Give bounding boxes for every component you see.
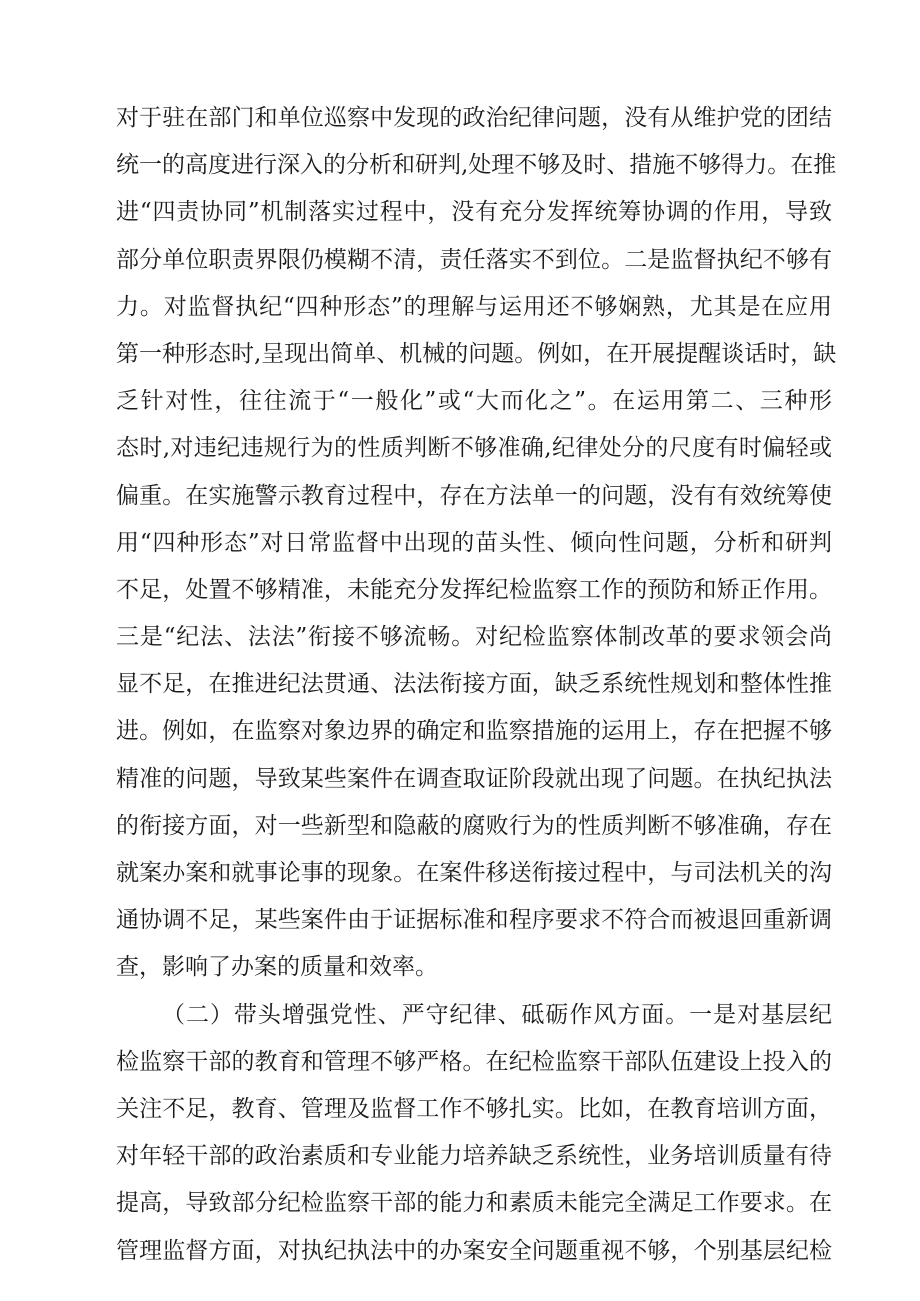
text-line: 检监察干部的教育和管理不够严格。在纪检监察干部队伍建设上投入的 xyxy=(116,1048,832,1075)
text-line: 统一的高度进行深入的分析和研判,处理不够及时、措施不够得力。在推 xyxy=(116,152,837,179)
text-line: 的衔接方面，对一些新型和隐蔽的腐败行为的性质判断不够准确，存在 xyxy=(116,812,832,839)
text-line: 用“四种形态”对日常监督中出现的苗头性、倾向性问题，分析和研判 xyxy=(116,529,832,556)
text-line: 对于驻在部门和单位巡察中发现的政治纪律问题，没有从维护党的团结 xyxy=(116,105,832,131)
text-line: 提高，导致部分纪检监察干部的能力和素质未能完全满足工作要求。在 xyxy=(116,1190,832,1217)
text-line: 第一种形态时,呈现出简单、机械的问题。例如，在开展提醒谈话时，缺 xyxy=(116,340,837,367)
text-line: 不足，处置不够精准，未能充分发挥纪检监察工作的预防和矫正作用。 xyxy=(116,576,832,603)
text-line: 进“四责协同”机制落实过程中，没有充分发挥统筹协调的作用，导致 xyxy=(116,199,832,226)
text-line: 就案办案和就事论事的现象。在案件移送衔接过程中，与司法机关的沟 xyxy=(116,860,832,886)
paragraph-1 xyxy=(116,95,837,992)
text-line: 精准的问题，导致某些案件在调查取证阶段就出现了问题。在执纪执法 xyxy=(116,765,832,792)
text-line: 部分单位职责界限仍模糊不清，责任落实不到位。二是监督执纪不够有 xyxy=(116,246,832,273)
text-line: 进。例如，在监察对象边界的确定和监察措施的运用上，存在把握不够 xyxy=(116,718,832,745)
text-line: （二）带头增强党性、严守纪律、砥砺作风方面。一是对基层纪 xyxy=(162,1001,832,1028)
text-line: 通协调不足，某些案件由于证据标准和程序要求不符合而被退回重新调 xyxy=(116,907,832,934)
text-line: 乏针对性，往往流于“一般化”或“大而化之”。在运用第二、三种形 xyxy=(116,388,832,415)
text-line: 偏重。在实施警示教育过程中，存在方法单一的问题，没有有效统筹使 xyxy=(116,482,832,509)
text-line: 力。对监督执纪“四种形态”的理解与运用还不够娴熟，尤其是在应用 xyxy=(116,293,832,320)
paragraph-2 xyxy=(116,992,832,1275)
document-page xyxy=(116,95,837,1275)
text-line: 态时,对违纪违规行为的性质判断不够准确,纪律处分的尺度有时偏轻或 xyxy=(116,435,832,462)
text-line: 显不足，在推进纪法贯通、法法衔接方面，缺乏系统性规划和整体性推 xyxy=(116,671,832,698)
text-line: 关注不足，教育、管理及监督工作不够扎实。比如，在教育培训方面， xyxy=(116,1095,832,1122)
text-line: 三是“纪法、法法”衔接不够流畅。对纪检监察体制改革的要求领会尚 xyxy=(116,624,832,651)
text-line: 对年轻干部的政治素质和专业能力培养缺乏系统性，业务培训质量有待 xyxy=(116,1143,832,1170)
text-line: 查，影响了办案的质量和效率。 xyxy=(116,954,438,981)
text-line: 管理监督方面，对执纪执法中的办案安全问题重视不够，个别基层纪检 xyxy=(116,1237,832,1264)
